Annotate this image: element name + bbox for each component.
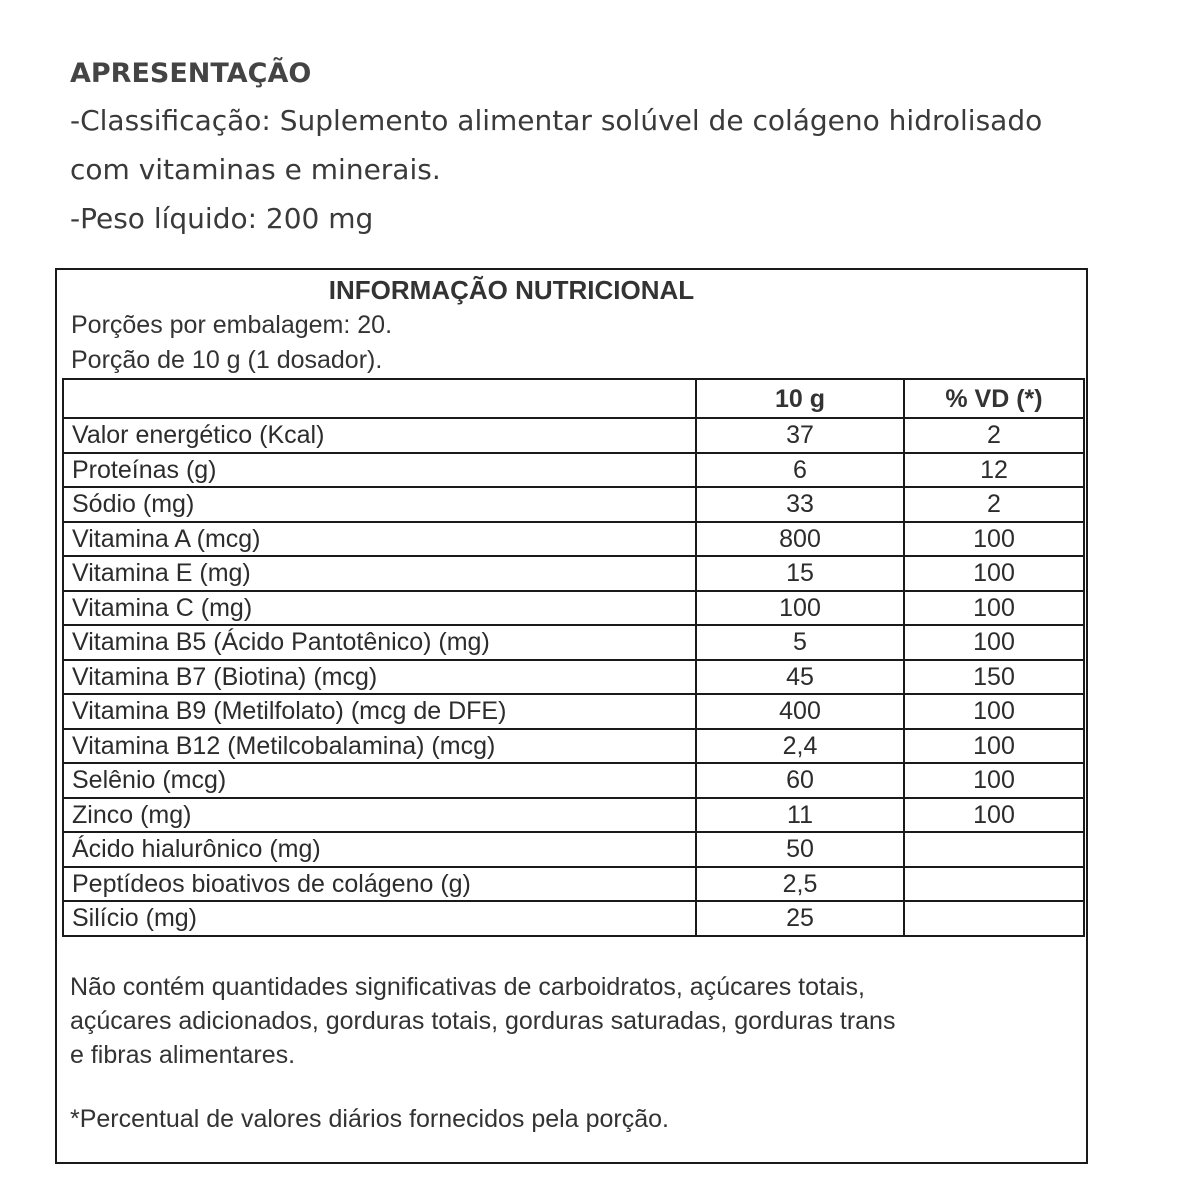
nutrient-dv: 100 bbox=[904, 522, 1084, 557]
nutrient-name: Proteínas (g) bbox=[63, 453, 696, 488]
classification-line-2: com vitaminas e minerais. bbox=[70, 153, 441, 186]
nutrient-amount: 50 bbox=[696, 832, 904, 867]
nutrient-name: Peptídeos bioativos de colágeno (g) bbox=[63, 867, 696, 902]
nutrient-name: Vitamina A (mcg) bbox=[63, 522, 696, 557]
serving-size: Porção de 10 g (1 dosador). bbox=[71, 346, 383, 374]
nutrient-name: Vitamina B5 (Ácido Pantotênico) (mg) bbox=[63, 625, 696, 660]
nutrient-amount: 5 bbox=[696, 625, 904, 660]
nutrient-amount: 2,5 bbox=[696, 867, 904, 902]
nutrient-name: Vitamina E (mg) bbox=[63, 556, 696, 591]
table-row bbox=[63, 660, 1084, 695]
table-row bbox=[63, 487, 1084, 522]
nutrient-amount: 37 bbox=[696, 418, 904, 453]
nutrition-title: INFORMAÇÃO NUTRICIONAL bbox=[328, 275, 695, 305]
table-row bbox=[63, 591, 1084, 626]
nutrition-table bbox=[62, 378, 1085, 937]
nutrient-dv bbox=[904, 867, 1084, 902]
disclaimer-line-1: Não contém quantidades significativas de carboidratos, açúcares totais, bbox=[70, 973, 865, 1001]
nutrient-dv: 12 bbox=[904, 453, 1084, 488]
servings-per-package: Porções por embalagem: 20. bbox=[71, 311, 393, 339]
nutrient-name: Ácido hialurônico (mg) bbox=[63, 832, 696, 867]
nutrient-name: Vitamina B7 (Biotina) (mcg) bbox=[63, 660, 696, 695]
nutrient-amount: 100 bbox=[696, 591, 904, 626]
nutrient-name: Vitamina B12 (Metilcobalamina) (mcg) bbox=[63, 729, 696, 764]
table-row bbox=[63, 418, 1084, 453]
disclaimer-line-2: açúcares adicionados, gorduras totais, gorduras saturadas, gorduras trans bbox=[70, 1007, 896, 1035]
table-row bbox=[63, 867, 1084, 902]
table-row bbox=[63, 556, 1084, 591]
nutrient-dv: 100 bbox=[904, 556, 1084, 591]
nutrient-name: Vitamina C (mg) bbox=[63, 591, 696, 626]
nutrient-name: Sódio (mg) bbox=[63, 487, 696, 522]
nutrient-amount: 6 bbox=[696, 453, 904, 488]
nutrient-amount: 45 bbox=[696, 660, 904, 695]
nutrition-table-body bbox=[63, 418, 1084, 936]
disclaimer-line-3: e fibras alimentares. bbox=[70, 1041, 296, 1069]
table-row bbox=[63, 522, 1084, 557]
table-row bbox=[63, 901, 1084, 936]
nutrient-name: Valor energético (Kcal) bbox=[63, 418, 696, 453]
nutrient-dv: 100 bbox=[904, 763, 1084, 798]
nutrient-dv: 100 bbox=[904, 625, 1084, 660]
table-header-row bbox=[63, 379, 1084, 418]
nutrient-amount: 11 bbox=[696, 798, 904, 833]
header-amount: 10 g bbox=[696, 379, 904, 418]
footnote: *Percentual de valores diários fornecidos pela porção. bbox=[70, 1105, 669, 1133]
nutrient-dv: 150 bbox=[904, 660, 1084, 695]
presentation-title: APRESENTAÇÃO bbox=[70, 58, 312, 89]
table-row bbox=[63, 625, 1084, 660]
nutrient-dv bbox=[904, 901, 1084, 936]
table-row bbox=[63, 729, 1084, 764]
nutrient-amount: 60 bbox=[696, 763, 904, 798]
nutrient-amount: 25 bbox=[696, 901, 904, 936]
nutrient-dv bbox=[904, 832, 1084, 867]
nutrient-dv: 2 bbox=[904, 418, 1084, 453]
classification-line-1: -Classificação: Suplemento alimentar solúvel de colágeno hidrolisado bbox=[70, 104, 1043, 137]
nutrient-name: Silício (mg) bbox=[63, 901, 696, 936]
nutrient-amount: 400 bbox=[696, 694, 904, 729]
table-row bbox=[63, 832, 1084, 867]
table-row bbox=[63, 763, 1084, 798]
nutrient-name: Vitamina B9 (Metilfolato) (mcg de DFE) bbox=[63, 694, 696, 729]
header-dv: % VD (*) bbox=[904, 379, 1084, 418]
nutrient-name: Zinco (mg) bbox=[63, 798, 696, 833]
nutrient-amount: 2,4 bbox=[696, 729, 904, 764]
header-name-cell bbox=[63, 379, 696, 418]
nutrient-amount: 33 bbox=[696, 487, 904, 522]
nutrient-amount: 800 bbox=[696, 522, 904, 557]
nutrient-dv: 100 bbox=[904, 694, 1084, 729]
nutrient-dv: 100 bbox=[904, 798, 1084, 833]
nutrient-dv: 2 bbox=[904, 487, 1084, 522]
nutrition-panel bbox=[55, 268, 1088, 1164]
nutrient-dv: 100 bbox=[904, 729, 1084, 764]
nutrient-amount: 15 bbox=[696, 556, 904, 591]
nutrient-name: Selênio (mcg) bbox=[63, 763, 696, 798]
table-row bbox=[63, 798, 1084, 833]
table-row bbox=[63, 694, 1084, 729]
presentation-section bbox=[70, 52, 1042, 243]
nutrition-footer bbox=[70, 970, 1072, 1136]
nutrient-dv: 100 bbox=[904, 591, 1084, 626]
table-row bbox=[63, 453, 1084, 488]
net-weight: -Peso líquido: 200 mg bbox=[70, 202, 374, 235]
